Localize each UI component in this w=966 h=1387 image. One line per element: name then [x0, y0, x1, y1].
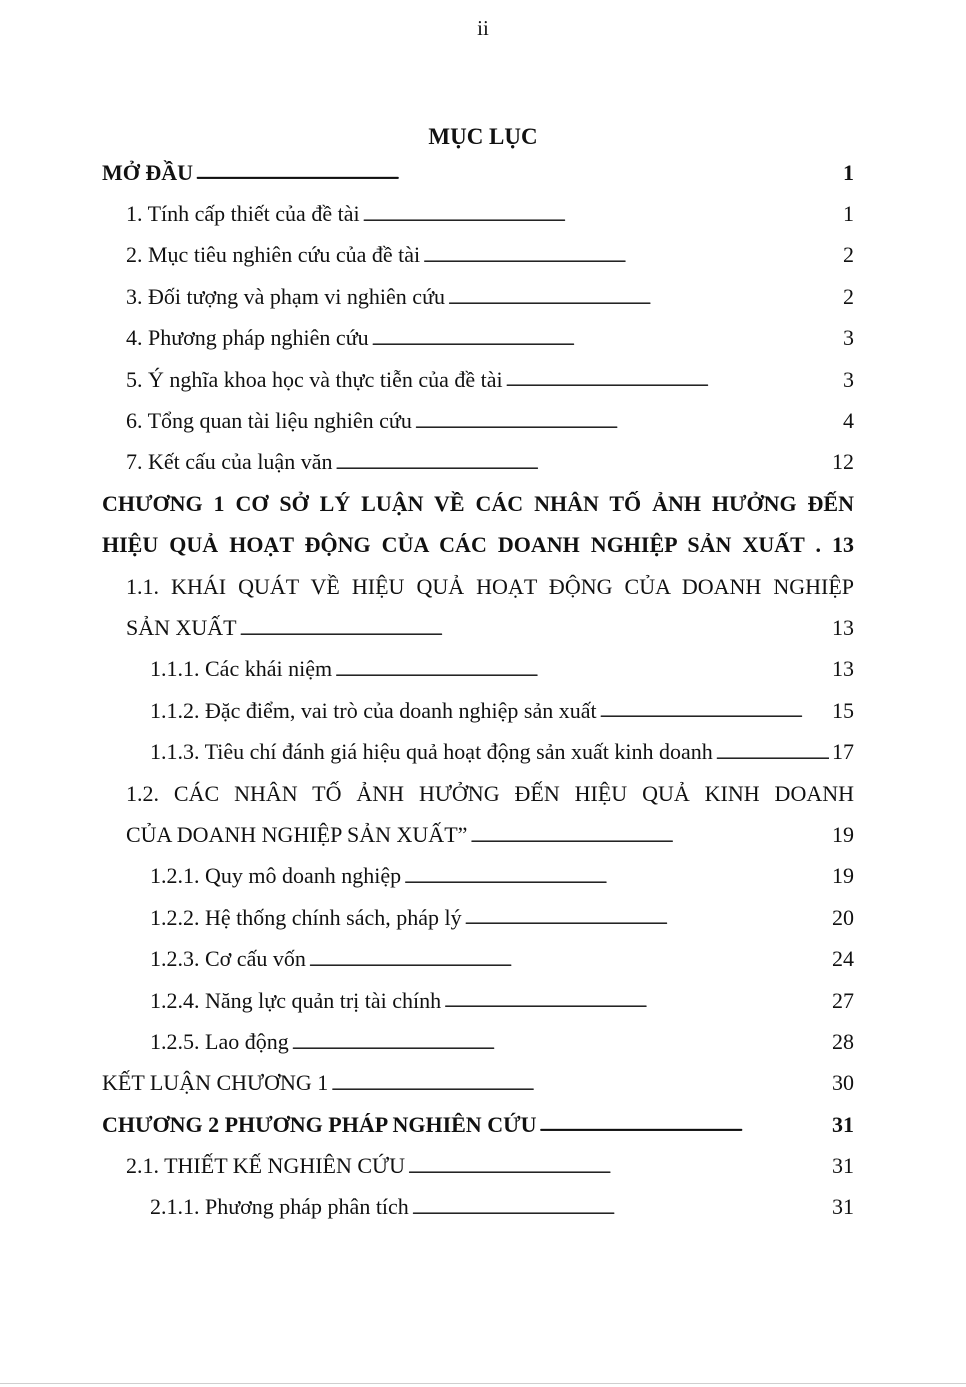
toc-entry-title: CỦA DOANH NGHIỆP SẢN XUẤT”	[126, 821, 468, 847]
dot-leader	[363, 213, 840, 223]
toc-entry[interactable]	[102, 1187, 854, 1228]
toc-entry[interactable]	[102, 938, 854, 979]
dot-leader	[335, 668, 829, 678]
toc-entry[interactable]	[102, 649, 854, 690]
dot-leader	[415, 420, 840, 430]
dot-leader	[331, 1082, 829, 1092]
toc-entry-title: KẾT LUẬN CHƯƠNG 1	[102, 1070, 329, 1096]
toc-entry[interactable]	[102, 773, 854, 814]
dot-leader	[444, 999, 829, 1009]
page-number: ii	[477, 16, 489, 40]
dot-leader	[309, 958, 829, 968]
toc-entry[interactable]	[102, 318, 854, 359]
toc-entry-page: 3	[843, 325, 854, 351]
toc-entry-title: 1.2.1. Quy mô doanh nghiệp	[150, 863, 402, 889]
toc-entry[interactable]	[102, 980, 854, 1021]
dot-leader	[716, 751, 829, 761]
toc-entry-title: 1.1.1. Các khái niệm	[150, 656, 333, 682]
toc-entry-title: MỞ ĐẦU	[102, 159, 194, 185]
toc-entry-title: 1.2.2. Hệ thống chính sách, pháp lý	[150, 904, 462, 930]
toc-entry-title: 1.1.3. Tiêu chí đánh giá hiệu quả hoạt động sản xuất kinh doanh	[150, 739, 713, 765]
dot-leader	[404, 875, 829, 885]
toc-entry-title: 2. Mục tiêu nghiên cứu của đề tài	[126, 242, 421, 268]
table-of-contents	[102, 152, 854, 1228]
toc-entry-page: 19	[832, 821, 854, 847]
toc-entry-page: 28	[832, 1028, 854, 1054]
dot-leader	[506, 378, 840, 388]
toc-entry-title: 2.1. THIẾT KẾ NGHIÊN CỨU	[126, 1153, 406, 1179]
dot-leader	[423, 254, 840, 264]
toc-entry[interactable]	[102, 814, 854, 855]
toc-entry-title: 3. Đối tượng và phạm vi nghiên cứu	[126, 283, 445, 309]
toc-entry-page: 2	[843, 283, 854, 309]
toc-entry-title: 1.2. CÁC NHÂN TỐ ẢNH HƯỞNG ĐẾN HIỆU QUẢ KINH DOANH	[126, 780, 854, 806]
toc-entry[interactable]	[102, 1145, 854, 1186]
toc-entry-title: HIỆU QUẢ HOẠT ĐỘNG CỦA CÁC DOANH NGHIỆP SẢN XUẤT . 13	[102, 532, 854, 558]
toc-entry[interactable]	[102, 235, 854, 276]
toc-entry[interactable]	[102, 1021, 854, 1062]
toc-entry-title: CHƯƠNG 2 PHƯƠNG PHÁP NGHIÊN CỨU	[102, 1111, 537, 1137]
toc-entry-title: 6. Tổng quan tài liệu nghiên cứu	[126, 408, 412, 434]
toc-entry-title: 1.2.3. Cơ cấu vốn	[150, 946, 306, 972]
toc-entry[interactable]	[102, 400, 854, 441]
toc-entry-page: 15	[832, 697, 854, 723]
dot-leader	[600, 709, 829, 719]
dot-leader	[465, 916, 829, 926]
toc-entry-title: 1. Tính cấp thiết của đề tài	[126, 201, 360, 227]
toc-entry-title: SẢN XUẤT	[126, 614, 237, 640]
toc-entry-page: 13	[832, 614, 854, 640]
toc-entry-page: 3	[843, 366, 854, 392]
dot-leader	[335, 461, 829, 471]
toc-entry[interactable]	[102, 152, 854, 193]
toc-entry[interactable]	[102, 525, 854, 566]
toc-entry-page: 19	[832, 863, 854, 889]
dot-leader	[448, 296, 840, 306]
toc-entry-page: 27	[832, 987, 854, 1013]
toc-entry[interactable]	[102, 1063, 854, 1104]
toc-entry-page: 30	[832, 1070, 854, 1096]
toc-entry[interactable]	[102, 566, 854, 607]
dot-leader	[470, 834, 829, 844]
toc-entry-title: 7. Kết cấu của luận văn	[126, 449, 333, 475]
toc-entry-title: 1.1. KHÁI QUÁT VỀ HIỆU QUẢ HOẠT ĐỘNG CỦA DOANH NGHIỆP	[126, 573, 854, 599]
dot-leader	[539, 1123, 829, 1133]
toc-entry[interactable]	[102, 483, 854, 524]
dot-leader	[240, 627, 829, 637]
toc-entry-page: 31	[832, 1153, 854, 1179]
toc-entry-page: 12	[832, 449, 854, 475]
dot-leader	[412, 1206, 829, 1216]
toc-title: MỤC LỤC	[428, 124, 538, 149]
toc-entry-page: 1	[843, 159, 854, 185]
bottom-divider	[0, 1383, 966, 1384]
dot-leader	[372, 337, 840, 347]
toc-entry-title: 1.2.5. Lao động	[150, 1028, 289, 1054]
toc-entry-title: 4. Phương pháp nghiên cứu	[126, 325, 369, 351]
toc-entry-page: 31	[832, 1111, 854, 1137]
toc-entry-title: 1.1.2. Đặc điểm, vai trò của doanh nghiệp sản xuất	[150, 697, 597, 723]
toc-entry[interactable]	[102, 359, 854, 400]
toc-entry[interactable]	[102, 607, 854, 648]
toc-entry-page: 1	[843, 201, 854, 227]
toc-entry[interactable]	[102, 856, 854, 897]
toc-entry-title: 1.2.4. Năng lực quản trị tài chính	[150, 987, 442, 1013]
toc-entry-title: 2.1.1. Phương pháp phân tích	[150, 1194, 409, 1220]
toc-entry[interactable]	[102, 1104, 854, 1145]
toc-entry[interactable]	[102, 193, 854, 234]
toc-entry[interactable]	[102, 690, 854, 731]
toc-entry-page: 2	[843, 242, 854, 268]
toc-entry-page: 17	[832, 739, 854, 765]
toc-entry[interactable]	[102, 442, 854, 483]
toc-entry-page: 24	[832, 946, 854, 972]
toc-entry[interactable]	[102, 731, 854, 772]
toc-entry-page: 13	[832, 656, 854, 682]
toc-entry-title: 5. Ý nghĩa khoa học và thực tiễn của đề tài	[126, 366, 503, 392]
toc-entry-page: 20	[832, 904, 854, 930]
dot-leader	[196, 171, 840, 181]
toc-entry-page: 4	[843, 408, 854, 434]
toc-entry[interactable]	[102, 276, 854, 317]
dot-leader	[408, 1165, 829, 1175]
toc-entry-page: 31	[832, 1194, 854, 1220]
toc-entry[interactable]	[102, 897, 854, 938]
dot-leader	[292, 1041, 829, 1051]
toc-entry-title: CHƯƠNG 1 CƠ SỞ LÝ LUẬN VỀ CÁC NHÂN TỐ ẢNH HƯỞNG ĐẾN	[102, 490, 854, 516]
